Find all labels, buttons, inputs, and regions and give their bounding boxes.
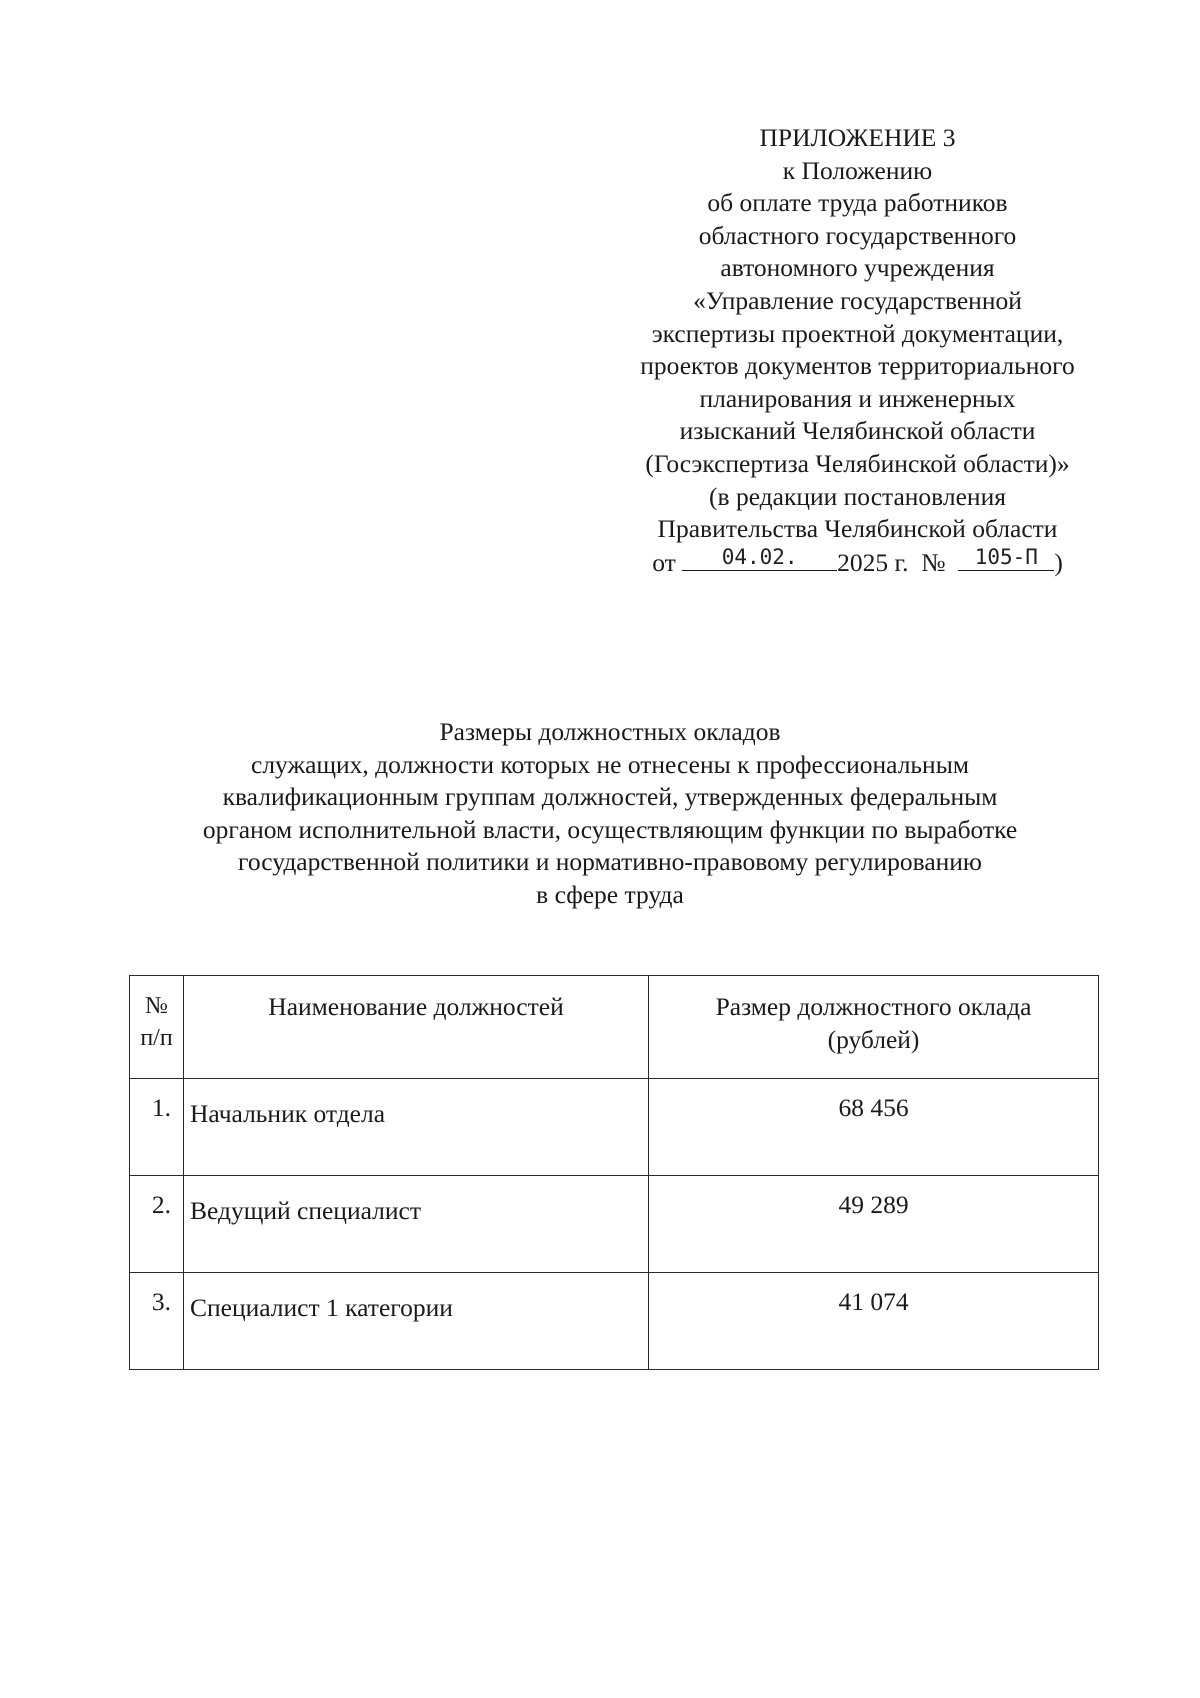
- title-line: квалификационным группам должностей, утвержденных федеральным: [222, 782, 998, 811]
- header-salary: [649, 976, 1099, 1079]
- header-salary-line1: Размер должностного оклада: [715, 992, 1032, 1021]
- year-text: 2025 г.: [837, 547, 909, 577]
- appendix-line: (Госэкспертиза Челябинской области)»: [645, 448, 1070, 478]
- header-salary-line2: (рублей): [827, 1025, 920, 1054]
- row-number: 1.: [130, 1079, 184, 1176]
- row-salary: 49 289: [649, 1176, 1099, 1273]
- table-row: [130, 1273, 1099, 1370]
- date-prefix: от: [652, 547, 676, 577]
- table-header-row: [130, 976, 1099, 1079]
- appendix-line: областного государственного: [698, 220, 1017, 250]
- date-value: 04.02.: [721, 544, 798, 569]
- title-line: в сфере труда: [536, 879, 684, 909]
- row-position-name: Начальник отдела: [184, 1079, 649, 1176]
- resolution-date-line: [605, 546, 1110, 579]
- appendix-line: об оплате труда работников: [707, 188, 1008, 218]
- row-salary: 68 456: [649, 1079, 1099, 1176]
- appendix-line: планирования и инженерных: [699, 383, 1016, 413]
- appendix-title: ПРИЛОЖЕНИЕ 3: [759, 123, 956, 152]
- header-number-line2: п/п: [140, 1025, 173, 1051]
- salary-table: [129, 975, 1099, 1370]
- row-salary: 41 074: [649, 1273, 1099, 1370]
- number-sign: №: [921, 547, 946, 577]
- header-number-line1: №: [145, 993, 168, 1019]
- row-position-name: Специалист 1 категории: [184, 1273, 649, 1370]
- title-line: Размеры должностных окладов: [439, 717, 781, 746]
- appendix-line: автономного учреждения: [720, 253, 995, 283]
- document-title: [100, 716, 1120, 911]
- appendix-line: Правительства Челябинской области: [657, 514, 1058, 544]
- row-number: 3.: [130, 1273, 184, 1370]
- row-position-name: Ведущий специалист: [184, 1176, 649, 1273]
- appendix-line: экспертизы проектной документации,: [651, 318, 1064, 348]
- title-line: органом исполнительной власти, осуществляющим функции по выработке: [202, 814, 1018, 844]
- appendix-header: [605, 122, 1110, 579]
- closing-paren: ): [1054, 547, 1063, 577]
- row-number: 2.: [130, 1176, 184, 1273]
- title-line: государственной политики и нормативно-правовому регулированию: [238, 847, 982, 876]
- date-fill-field: [682, 546, 837, 571]
- number-value: 105-П: [974, 544, 1038, 569]
- header-number: [130, 976, 184, 1079]
- header-position-name: Наименование должностей: [184, 976, 649, 1079]
- appendix-line: изысканий Челябинской области: [679, 416, 1036, 446]
- title-line: служащих, должности которых не отнесены к профессиональным: [251, 749, 969, 779]
- appendix-line: (в редакции постановления: [709, 481, 1006, 511]
- appendix-line: «Управление государственной: [693, 285, 1022, 315]
- number-fill-field: [958, 546, 1054, 571]
- table-row: [130, 1176, 1099, 1273]
- appendix-line: к Положению: [782, 155, 933, 185]
- table-row: [130, 1079, 1099, 1176]
- appendix-line: проектов документов территориального: [640, 351, 1075, 381]
